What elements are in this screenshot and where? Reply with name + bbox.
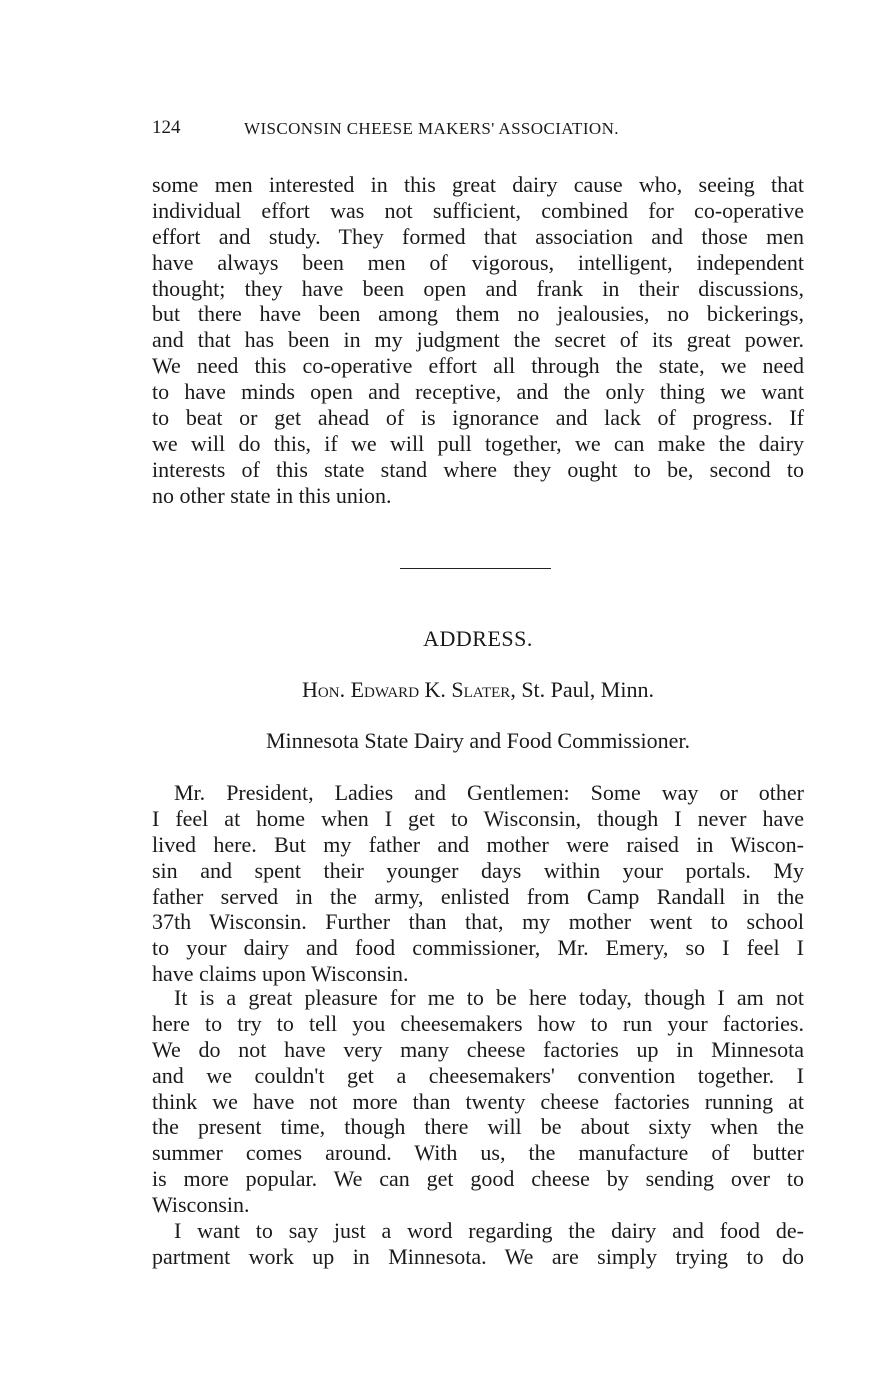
section-divider — [400, 568, 551, 569]
text-line: thought; they have been open and frank in their discussions, — [152, 275, 804, 301]
text-line: here to try to tell you cheesemakers how to run your factories. — [152, 1010, 804, 1036]
text-line: and that has been in my judgment the secret of its great power. — [152, 327, 804, 353]
speaker-byline — [152, 677, 804, 703]
text-line: and we couldn't get a cheesemakers' convention together. I — [152, 1062, 804, 1088]
paragraph-department-work — [152, 1218, 804, 1270]
text-line: I want to say just a word regarding the dairy and food de- — [174, 1218, 804, 1243]
speaker-role: Minnesota State Dairy and Food Commissioner. — [265, 728, 691, 753]
text-line: interests of this state stand where they ought to be, second to — [152, 456, 804, 482]
speaker-name: Hon. Edward K. Slater — [302, 677, 511, 702]
section-heading: ADDRESS. — [423, 626, 533, 651]
text-line: 37th Wisconsin. Further than that, my mother went to school — [152, 909, 804, 935]
speaker-location: , St. Paul, Minn. — [510, 677, 654, 702]
text-line: but there have been among them no jealousies, no bickerings, — [152, 301, 804, 327]
text-line: individual effort was not sufficient, combined for co-operative — [152, 197, 804, 223]
text-line: to your dairy and food commissioner, Mr. Emery, so I feel I — [152, 935, 804, 961]
text-line: is more popular. We can get good cheese by sending over to — [152, 1166, 804, 1192]
page-number: 124 — [152, 117, 181, 138]
text-line: Wisconsin. — [152, 1192, 250, 1218]
text-line: no other state in this union. — [152, 482, 392, 508]
text-line: to beat or get ahead of is ignorance and lack of progress. If — [152, 405, 804, 431]
paragraph-closing-remarks — [152, 172, 804, 509]
text-line: We need this co-operative effort all through the state, we need — [152, 353, 804, 379]
text-line: father served in the army, enlisted from Camp Randall in the — [152, 883, 804, 909]
text-line: sin and spent their younger days within your portals. My — [152, 857, 804, 883]
running-title: WISCONSIN CHEESE MAKERS' ASSOCIATION. — [244, 119, 619, 138]
text-line: have claims upon Wisconsin. — [152, 961, 409, 987]
text-line: the present time, though there will be about sixty when the — [152, 1114, 804, 1140]
text-line: We do not have very many cheese factories up in Minnesota — [152, 1036, 804, 1062]
text-line: to have minds open and receptive, and the only thing we want — [152, 379, 804, 405]
text-line: think we have not more than twenty cheese factories running at — [152, 1088, 804, 1114]
text-line: partment work up in Minnesota. We are simply trying to do — [152, 1243, 804, 1269]
text-line: It is a great pleasure for me to be here today, though I am not — [174, 985, 804, 1010]
text-line: have always been men of vigorous, intelligent, independent — [152, 249, 804, 275]
paragraph-greeting — [152, 780, 804, 987]
text-line: some men interested in this great dairy cause who, seeing that — [152, 172, 804, 197]
running-head — [152, 117, 804, 143]
paragraph-cheese-factories — [152, 985, 804, 1218]
text-line: Mr. President, Ladies and Gentlemen: Some way or other — [174, 780, 804, 805]
text-line: I feel at home when I get to Wisconsin, though I never have — [152, 805, 804, 831]
text-line: we will do this, if we will pull together, we can make the dairy — [152, 430, 804, 456]
text-line: effort and study. They formed that association and those men — [152, 223, 804, 249]
text-line: summer comes around. With us, the manufacture of butter — [152, 1140, 804, 1166]
text-line: lived here. But my father and mother were raised in Wiscon- — [152, 831, 804, 857]
